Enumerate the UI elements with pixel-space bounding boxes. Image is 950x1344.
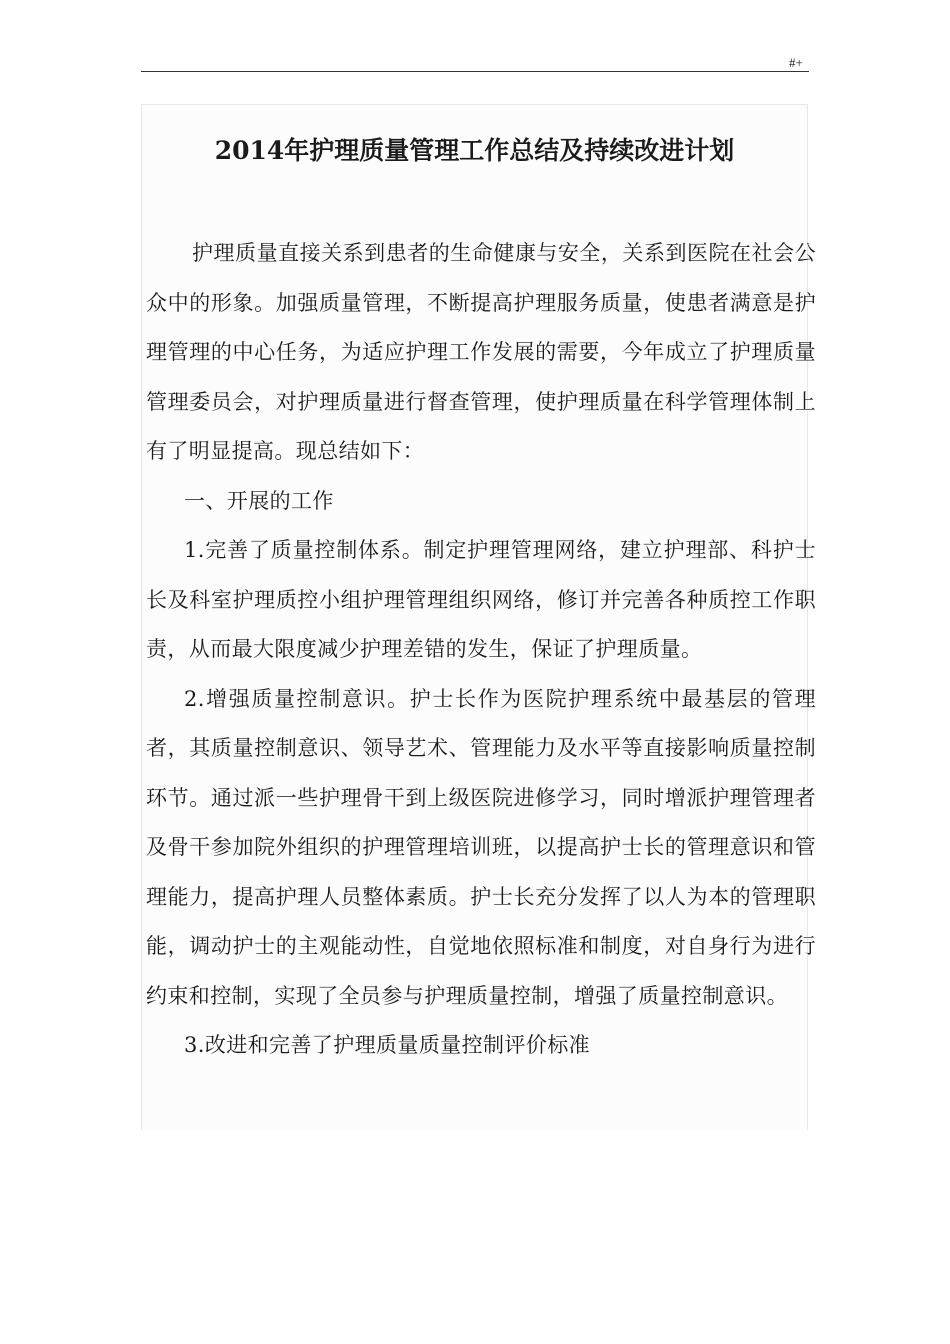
item-paragraph-2: 2.增强质量控制意识。护士长作为医院护理系统中最基层的管理者，其质量控制意识、领导艺术、管理能力及水平等直接影响质量控制环节。通过派一些护理骨干到上级医院进修学习，同时增派护理管理者及骨干参加院外组织的护理管理培训班，以提高护士长的管理意识和管理能力，提高护理人员整体素质。护士长充分发挥了以人为本的管理职能，调动护士的主观能动性，自觉地依照标准和制度，对自身行为进行约束和控制，实现了全员参与护理质量控制，增强了质量控制意识。 [146, 686, 816, 1008]
document-title: 2014年护理质量管理工作总结及持续改进计划 [214, 136, 735, 165]
intro-paragraph: 护理质量直接关系到患者的生命健康与安全，关系到医院在社会公众中的形象。加强质量管理，不断提高护理服务质量，使患者满意是护理管理的中心任务，为适应护理工作发展的需要，今年成立了护理质量管理委员会，对护理质量进行督查管理，使护理质量在科学管理体制上有了明显提高。现总结如下： [146, 241, 816, 463]
header-divider [141, 71, 809, 72]
document-body [146, 229, 816, 1071]
section-heading: 一、开展的工作 [184, 488, 334, 513]
item-paragraph-3: 3.改进和完善了护理质量质量控制评价标准 [184, 1033, 591, 1057]
header-mark: #+ [789, 55, 803, 70]
item-paragraph-1: 1.完善了质量控制体系。制定护理管理网络，建立护理部、科护士长及科室护理质控小组护理管理组织网络，修订并完善各种质控工作职责，从而最大限度减少护理差错的发生，保证了护理质量。 [146, 538, 816, 661]
